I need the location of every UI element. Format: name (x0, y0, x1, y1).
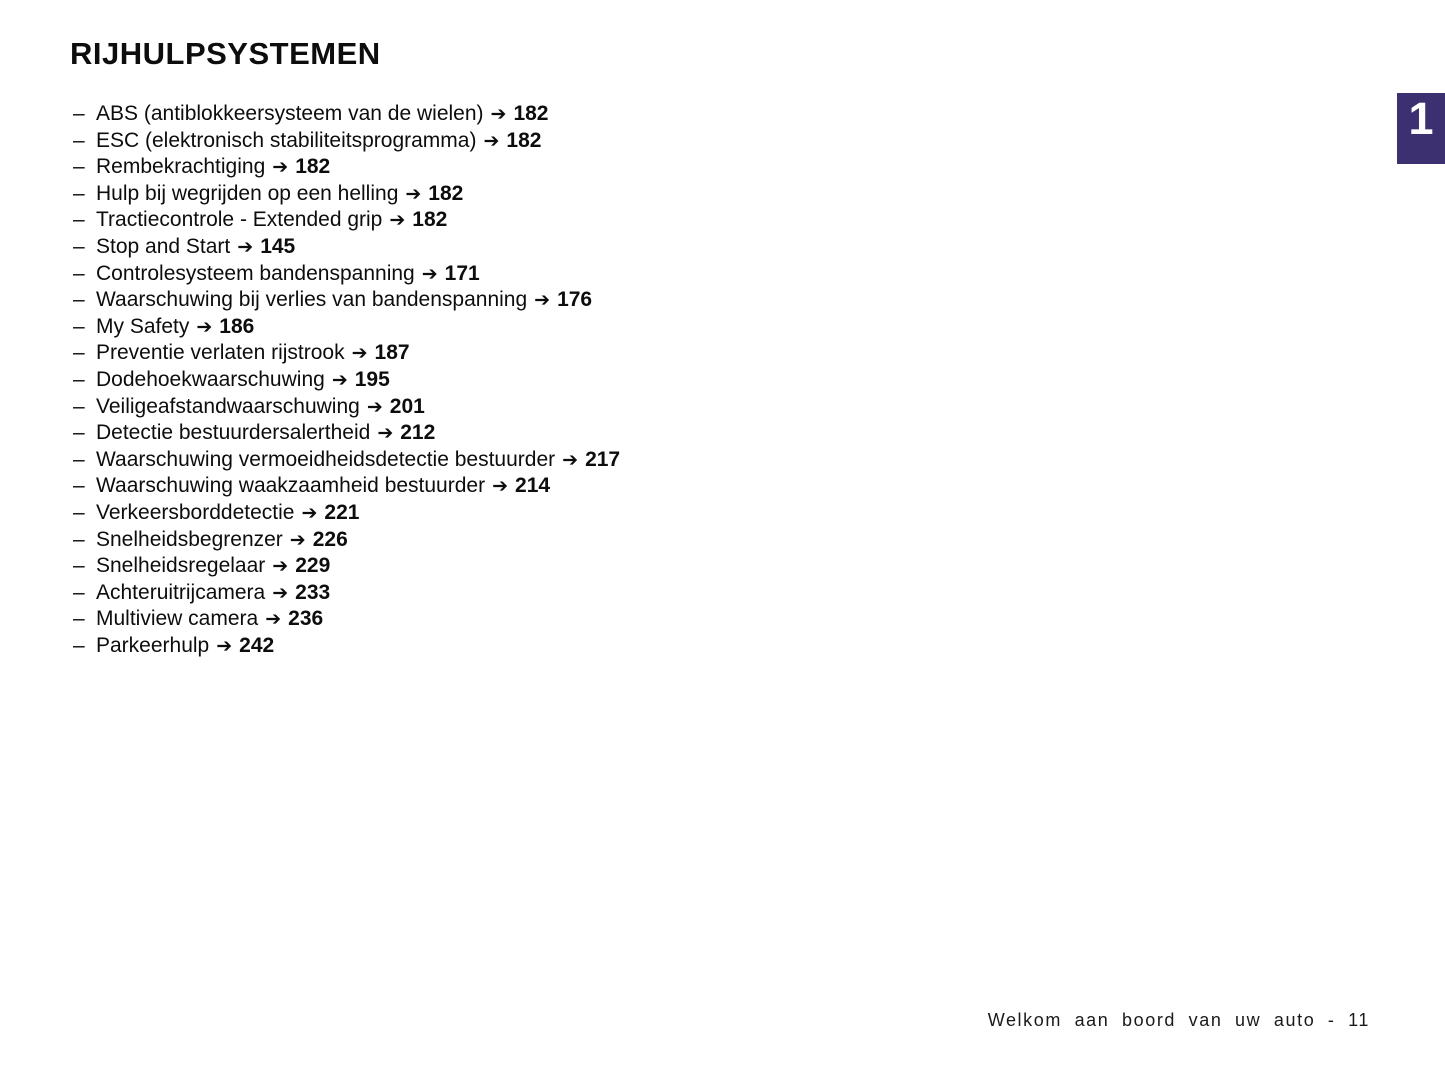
bullet-dash: – (73, 554, 85, 578)
toc-item (73, 207, 620, 234)
arrow-icon: ➔ (389, 209, 406, 232)
toc-item (73, 314, 620, 341)
toc-item-page: 186 (219, 314, 255, 338)
toc-item-page: 236 (288, 607, 324, 631)
arrow-icon: ➔ (301, 501, 318, 524)
arrow-icon: ➔ (534, 289, 551, 312)
arrow-icon: ➔ (492, 475, 509, 498)
toc-item-label: Verkeersborddetectie (96, 500, 295, 524)
toc-item-label: ESC (elektronisch stabiliteitsprogramma) (96, 128, 477, 152)
bullet-dash: – (73, 155, 85, 179)
bullet-dash: – (73, 633, 85, 657)
toc-item (73, 420, 620, 447)
toc-item (73, 580, 620, 607)
toc-item-page: 217 (585, 447, 621, 471)
toc-item (73, 633, 620, 660)
bullet-dash: – (73, 128, 85, 152)
toc-item-page: 212 (400, 421, 436, 445)
toc-item-page: 182 (412, 208, 448, 232)
chapter-tab (1397, 93, 1445, 164)
arrow-icon: ➔ (366, 395, 383, 418)
toc-item-label: My Safety (96, 314, 190, 338)
arrow-icon: ➔ (351, 342, 368, 365)
toc-item (73, 447, 620, 474)
toc-item-label: Waarschuwing waakzaamheid bestuurder (96, 474, 486, 498)
toc-item (73, 367, 620, 394)
arrow-icon: ➔ (562, 448, 579, 471)
toc-item-label: Controlesysteem bandenspanning (96, 261, 415, 285)
toc-item-label: Waarschuwing vermoeidheidsdetectie bestuurder (96, 447, 556, 471)
toc-item-page: 229 (295, 554, 331, 578)
chapter-number: 1 (1408, 93, 1434, 144)
toc-item-label: Snelheidsbegrenzer (96, 527, 283, 551)
arrow-icon: ➔ (272, 555, 289, 578)
arrow-icon: ➔ (216, 634, 233, 657)
arrow-icon: ➔ (272, 581, 289, 604)
arrow-icon: ➔ (421, 262, 438, 285)
toc-item-page: 226 (312, 527, 348, 551)
toc-item-page: 176 (557, 288, 593, 312)
toc-item-label: Multiview camera (96, 607, 259, 631)
bullet-dash: – (73, 234, 85, 258)
toc-item-page: 195 (354, 367, 390, 391)
toc-list (73, 101, 620, 659)
toc-item-page: 145 (260, 234, 296, 258)
toc-item-label: Preventie verlaten rijstrook (96, 341, 345, 365)
toc-item-page: 182 (295, 155, 331, 179)
toc-item-label: Snelheidsregelaar (96, 554, 266, 578)
toc-item-page: 242 (239, 633, 275, 657)
bullet-dash: – (73, 474, 85, 498)
arrow-icon: ➔ (237, 235, 254, 258)
page-footer: Welkom aan boord van uw auto - 11 (987, 1010, 1370, 1030)
toc-item-page: 171 (444, 261, 480, 285)
bullet-dash: – (73, 607, 85, 631)
toc-item-label: Stop and Start (96, 234, 231, 258)
toc-item-page: 201 (389, 394, 425, 418)
bullet-dash: – (73, 261, 85, 285)
toc-item (73, 261, 620, 288)
toc-item (73, 473, 620, 500)
toc-item-label: ABS (antiblokkeersysteem van de wielen) (96, 102, 484, 125)
bullet-dash: – (73, 394, 85, 418)
toc-item-label: Hulp bij wegrijden op een helling (96, 181, 399, 205)
bullet-dash: – (73, 527, 85, 551)
toc-item-label: Rembekrachtiging (96, 155, 266, 179)
arrow-icon: ➔ (265, 608, 282, 631)
toc-item-page: 182 (513, 102, 549, 125)
bullet-dash: – (73, 208, 85, 232)
toc-item (73, 553, 620, 580)
toc-item-label: Parkeerhulp (96, 633, 210, 657)
bullet-dash: – (73, 580, 85, 604)
toc-item (73, 394, 620, 421)
toc-item (73, 606, 620, 633)
bullet-dash: – (73, 102, 85, 125)
bullet-dash: – (73, 314, 85, 338)
bullet-dash: – (73, 421, 85, 445)
toc-item-page: 221 (324, 500, 360, 524)
toc-item-page: 182 (428, 181, 464, 205)
bullet-dash: – (73, 447, 85, 471)
arrow-icon: ➔ (272, 156, 289, 179)
toc-item-page: 233 (295, 580, 331, 604)
arrow-icon: ➔ (331, 368, 348, 391)
arrow-icon: ➔ (289, 528, 306, 551)
bullet-dash: – (73, 500, 85, 524)
toc-item-page: 214 (515, 474, 551, 498)
bullet-dash: – (73, 288, 85, 312)
toc-item (73, 128, 620, 155)
toc-item (73, 527, 620, 554)
page-title: RIJHULPSYSTEMEN (70, 36, 381, 71)
toc-item-label: Waarschuwing bij verlies van bandenspanning (96, 288, 528, 312)
bullet-dash: – (73, 341, 85, 365)
arrow-icon: ➔ (483, 129, 500, 152)
toc-item-page: 187 (374, 341, 410, 365)
toc-item (73, 181, 620, 208)
toc-item (73, 340, 620, 367)
toc-item-label: Detectie bestuurdersalertheid (96, 421, 371, 445)
toc-item-label: Veiligeafstandwaarschuwing (96, 394, 360, 418)
toc-item-label: Dodehoekwaarschuwing (96, 367, 325, 391)
toc-item (73, 154, 620, 181)
toc-item (73, 101, 620, 128)
toc-item (73, 500, 620, 527)
toc-item-page: 182 (506, 128, 542, 152)
arrow-icon: ➔ (405, 182, 422, 205)
bullet-dash: – (73, 367, 85, 391)
arrow-icon: ➔ (377, 422, 394, 445)
toc-item (73, 234, 620, 261)
bullet-dash: – (73, 181, 85, 205)
toc-item-label: Achteruitrijcamera (96, 580, 266, 604)
toc-item-label: Tractiecontrole - Extended grip (96, 208, 383, 232)
toc-item (73, 287, 620, 314)
arrow-icon: ➔ (196, 315, 213, 338)
arrow-icon: ➔ (490, 103, 507, 125)
